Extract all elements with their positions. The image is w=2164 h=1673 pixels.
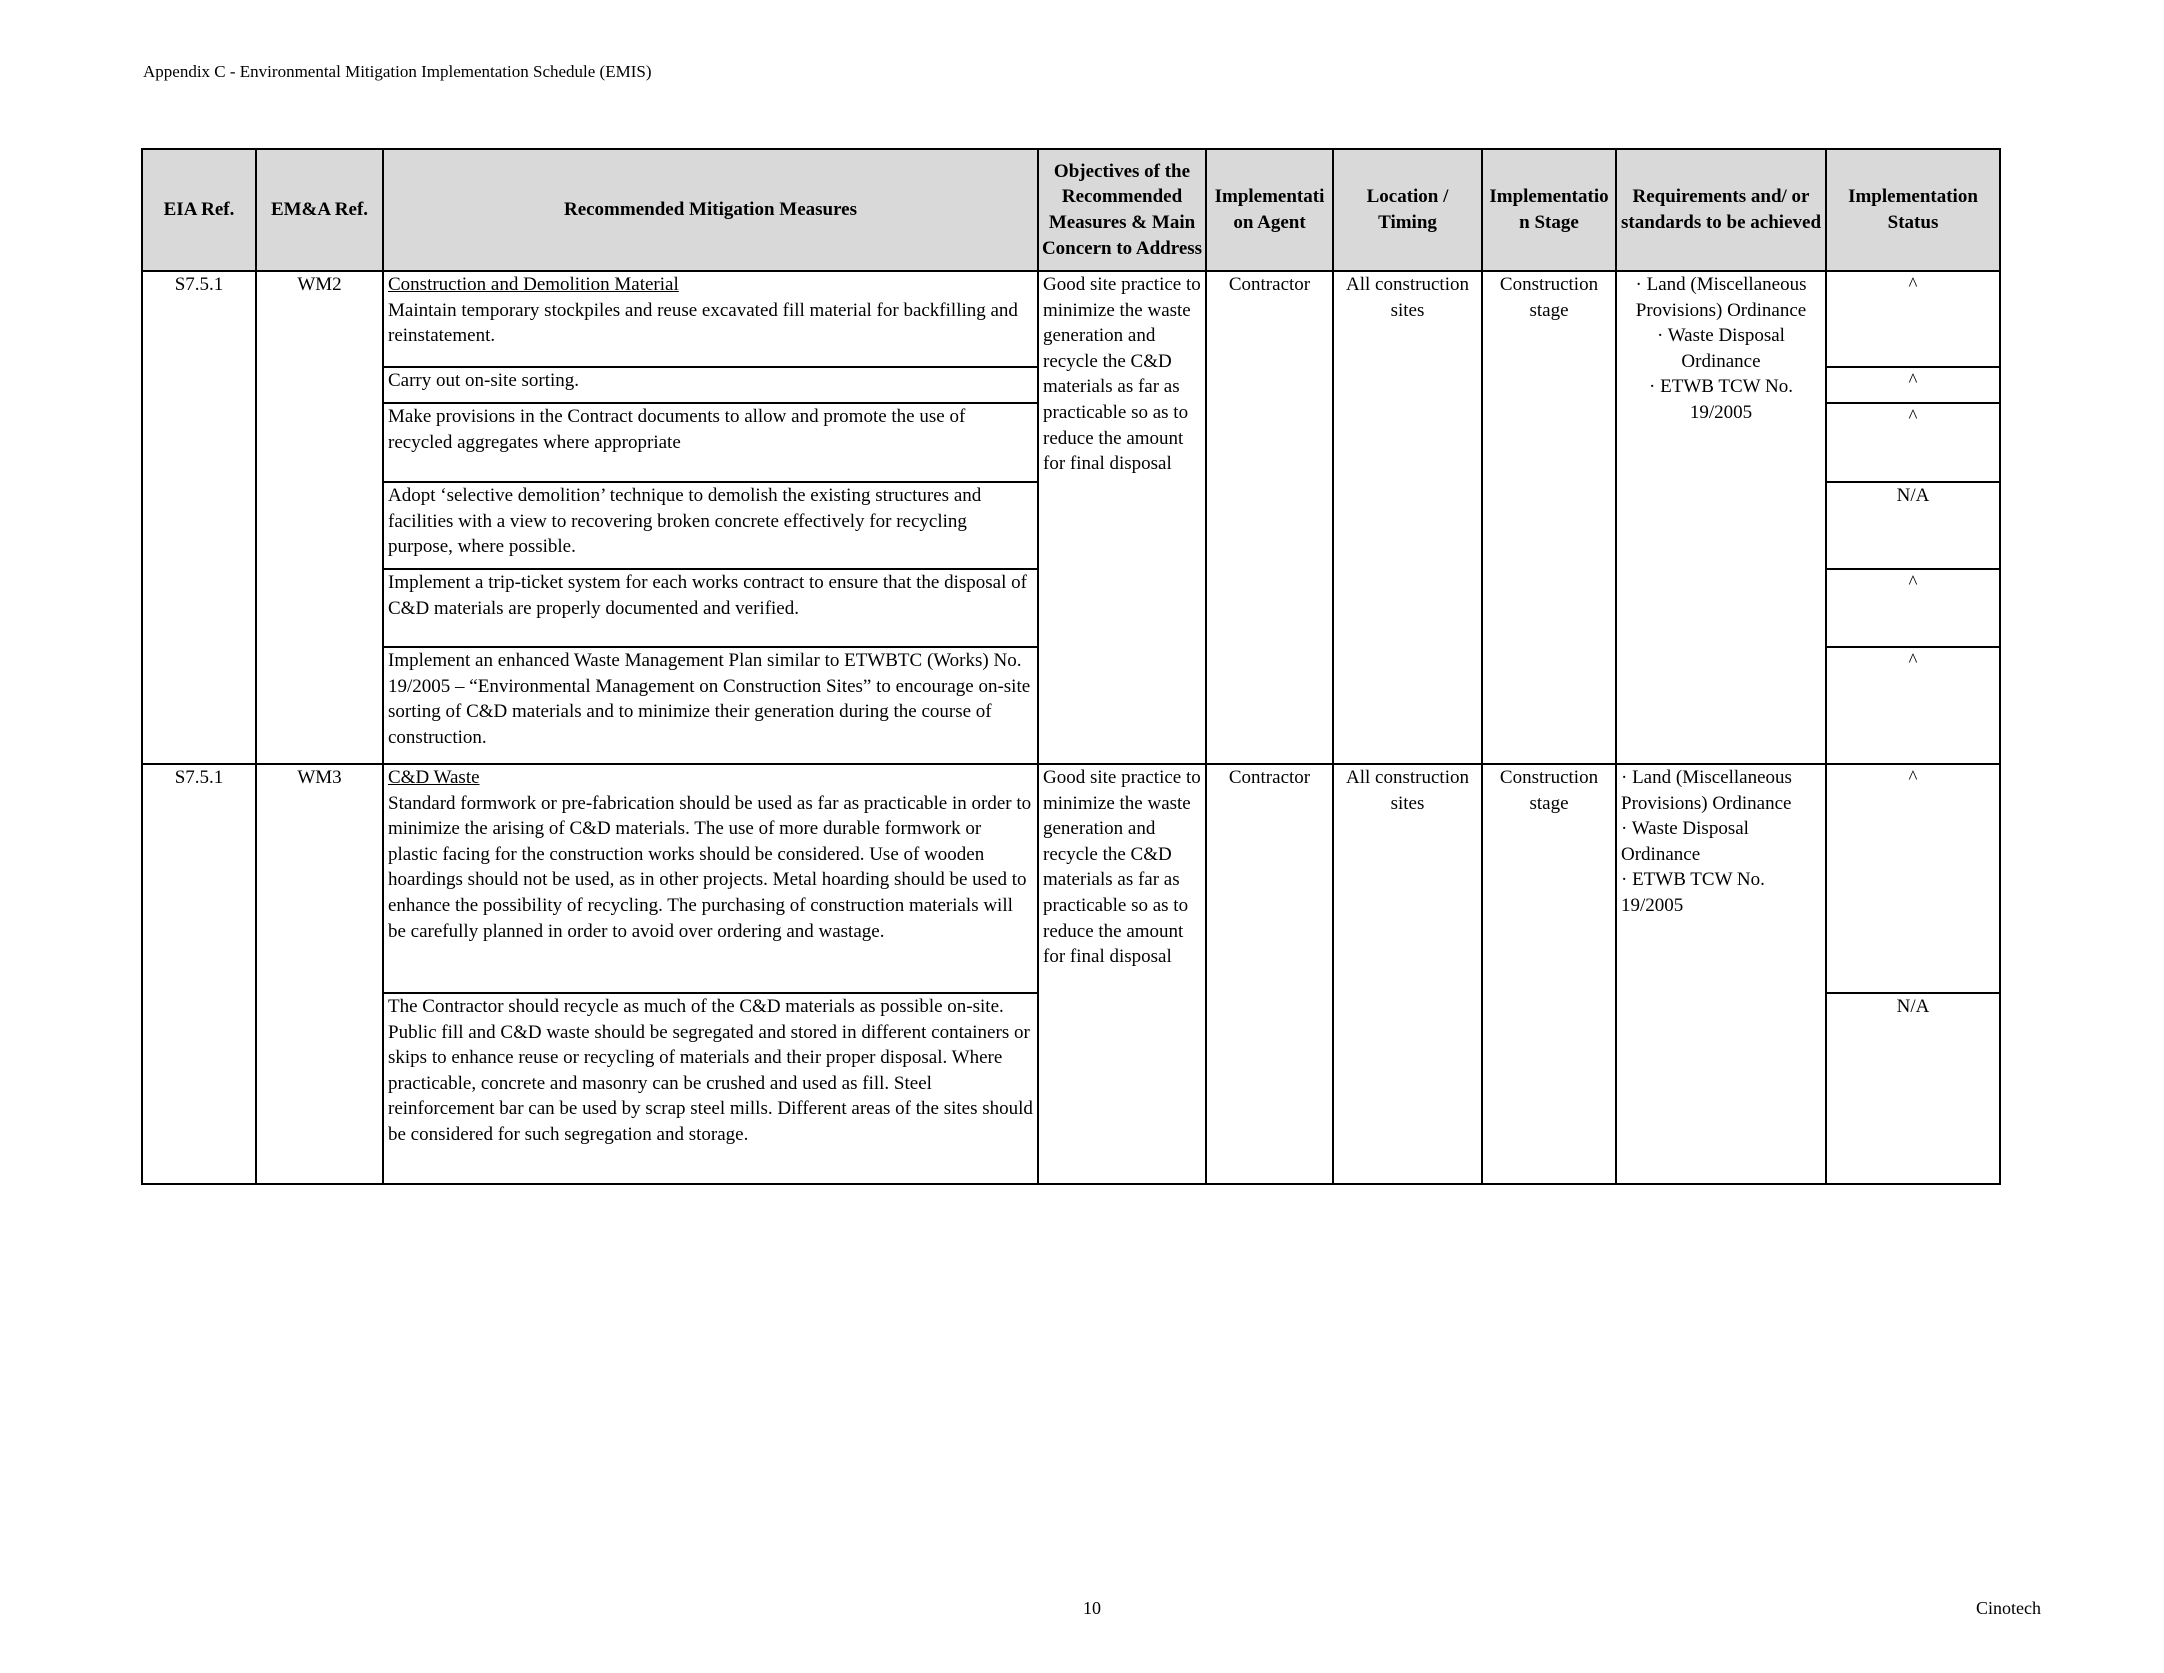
measure-text: Standard formwork or pre-fabrication should be used as far as practicable in order to minimize the arising of C&D materials. The use of more durable formwork or plastic facing for the construction works should be considered. Use of wooden hoardings should not be used, as in other projects. Metal hoarding should be used to enhance the possibility of recycling. The purchasing of construction materials will be carefully planned in order to avoid over ordering and wastage. xyxy=(388,792,1032,942)
col-header-status: Implementation Status xyxy=(1826,149,2000,271)
measure-section-title: C&D Waste xyxy=(388,767,480,788)
measure-cell: The Contractor should recycle as much of the C&D materials as possible on-site. Public fill and C&D waste should be segregated and stored in different containers or skips to enhance reuse or recycling of materials and their proper disposal. Where practicable, concrete and masonry can be crushed and used as fill. Steel reinforcement bar can be used by scrap steel mills. Different areas of the sites should be considered for such segregation and storage. xyxy=(383,993,1038,1184)
measure-cell: Adopt ‘selective demolition’ technique to demolish the existing structures and facilities with a view to recovering broken concrete effectively for recycling purpose, where possible. xyxy=(383,482,1038,569)
status-cell: ^ xyxy=(1826,403,2000,482)
stage-cell: Construction stage xyxy=(1482,271,1616,764)
eia-ref-cell: S7.5.1 xyxy=(142,764,256,1184)
table-row xyxy=(142,271,2000,367)
status-cell: N/A xyxy=(1826,993,2000,1184)
emis-table xyxy=(141,148,2001,1185)
measure-cell: Make provisions in the Contract documents to allow and promote the use of recycled aggregates where appropriate xyxy=(383,403,1038,482)
agent-cell: Contractor xyxy=(1206,764,1333,1184)
measure-section-title: Construction and Demolition Material xyxy=(388,274,679,295)
measure-cell: Implement an enhanced Waste Management Plan similar to ETWBTC (Works) No. 19/2005 – “Environmental Management on Construction Sites” to encourage on-site sorting of C&D materials and to minimize their generation during the course of construction. xyxy=(383,647,1038,764)
status-cell: ^ xyxy=(1826,647,2000,764)
measure-cell xyxy=(383,764,1038,993)
col-header-measures: Recommended Mitigation Measures xyxy=(383,149,1038,271)
status-cell: ^ xyxy=(1826,271,2000,367)
location-cell: All construction sites xyxy=(1333,271,1482,764)
objective-cell: Good site practice to minimize the waste generation and recycle the C&D materials as far as practicable so as to reduce the amount for final disposal xyxy=(1038,271,1206,764)
ema-ref-cell: WM2 xyxy=(256,271,383,764)
status-cell: ^ xyxy=(1826,569,2000,647)
page-number: 10 xyxy=(1083,1598,1101,1618)
requirement-item: · Land (Miscellaneous Provisions) Ordinance xyxy=(1621,767,1792,814)
requirement-item: · ETWB TCW No. 19/2005 xyxy=(1621,869,1765,916)
stage-cell: Construction stage xyxy=(1482,764,1616,1184)
location-cell: All construction sites xyxy=(1333,764,1482,1184)
col-header-requirements: Requirements and/ or standards to be achieved xyxy=(1616,149,1826,271)
requirements-cell xyxy=(1616,271,1826,764)
col-header-eia-ref: EIA Ref. xyxy=(142,149,256,271)
status-cell: N/A xyxy=(1826,482,2000,569)
page-header: Appendix C - Environmental Mitigation Implementation Schedule (EMIS) xyxy=(143,62,652,81)
col-header-stage: Implementatio n Stage xyxy=(1482,149,1616,271)
ema-ref-cell: WM3 xyxy=(256,764,383,1184)
status-cell: ^ xyxy=(1826,367,2000,403)
measure-cell xyxy=(383,271,1038,367)
company-name: Cinotech xyxy=(1976,1598,2041,1618)
measure-cell: Implement a trip-ticket system for each works contract to ensure that the disposal of C&D materials are properly documented and verified. xyxy=(383,569,1038,647)
objective-cell: Good site practice to minimize the waste generation and recycle the C&D materials as far as practicable so as to reduce the amount for final disposal xyxy=(1038,764,1206,1184)
col-header-location: Location / Timing xyxy=(1333,149,1482,271)
col-header-ema-ref: EM&A Ref. xyxy=(256,149,383,271)
col-header-agent: Implementati on Agent xyxy=(1206,149,1333,271)
measure-text: Maintain temporary stockpiles and reuse excavated fill material for backfilling and reinstatement. xyxy=(388,299,1018,347)
requirement-item: · Waste Disposal Ordinance xyxy=(1621,818,1749,865)
requirement-item: · ETWB TCW No. 19/2005 xyxy=(1649,376,1793,423)
table-row xyxy=(142,764,2000,993)
requirements-cell xyxy=(1616,764,1826,1184)
measure-cell: Carry out on-site sorting. xyxy=(383,367,1038,403)
agent-cell: Contractor xyxy=(1206,271,1333,764)
col-header-objectives: Objectives of the Recommended Measures & Main Concern to Address xyxy=(1038,149,1206,271)
table-header-row xyxy=(142,149,2000,271)
status-cell: ^ xyxy=(1826,764,2000,993)
requirement-item: · Land (Miscellaneous Provisions) Ordinance xyxy=(1635,274,1807,321)
eia-ref-cell: S7.5.1 xyxy=(142,271,256,764)
requirement-item: · Waste Disposal Ordinance xyxy=(1657,325,1785,372)
